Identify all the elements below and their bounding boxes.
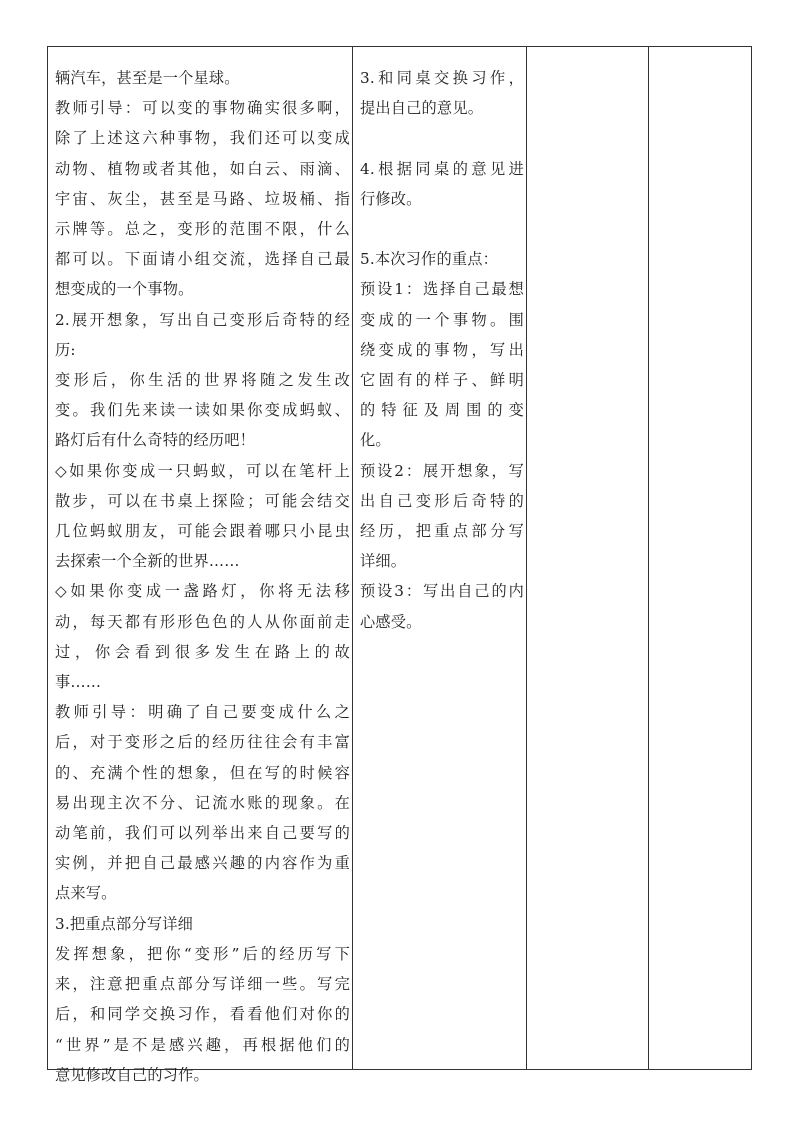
text-line: 后，对于变形之后的经历往往会有丰富	[55, 733, 350, 752]
empty-cell-3	[527, 47, 649, 1069]
text-line: 它固有的样子、鲜明	[360, 371, 524, 389]
text-line: 3.和同桌交换习作，	[360, 69, 524, 87]
text-line: 预设3：写出自己的内	[360, 582, 524, 601]
text-line: 化。	[360, 431, 391, 450]
text-line: 动笔前，我们可以列举出来自己要写的	[55, 824, 350, 843]
text-line: 实例，并把自己最感兴趣的内容作为重	[55, 854, 350, 873]
text-line: 易出现主次不分、记流水账的现象。在	[55, 793, 350, 812]
text-line: 的特征及周围的变	[360, 401, 524, 420]
text-line: 变成的一个事物。围	[360, 310, 524, 329]
text-line: 心感受。	[360, 612, 422, 631]
text-line: 过，你会看到很多发生在路上的故	[55, 642, 350, 661]
text-line: 3.把重点部分写详细	[55, 914, 193, 933]
text-line: 散步，可以在书桌上探险；可能会结交	[55, 491, 350, 510]
text-line: 变形后，你生活的世界将随之发生改	[55, 371, 350, 390]
paragraph-gap	[360, 214, 524, 244]
text-line: 绕变成的事物，写出	[360, 340, 524, 359]
text-line: 详细。	[360, 552, 407, 571]
text-line: ◇如果你变成一盏路灯，你将无法移	[55, 582, 350, 601]
teaching-process-cell	[48, 47, 353, 1084]
text-line: 辆汽车，甚至是一个星球。	[55, 69, 240, 87]
text-line: 去探索一个全新的世界……	[55, 552, 240, 571]
text-line: 除了上述这六种事物，我们还可以变成	[55, 129, 350, 148]
text-line: 行修改。	[360, 189, 422, 208]
text-line: 想变成的一个事物。	[55, 280, 194, 299]
text-line: 提出自己的意见。	[360, 99, 484, 118]
student-activity-cell	[353, 47, 527, 1069]
text-line: 意见修改自己的习作。	[55, 1065, 209, 1084]
text-line: 都可以。下面请小组交流，选择自己最	[55, 250, 350, 269]
text-line: 后，和同学交换习作，看看他们对你的	[55, 1005, 350, 1024]
text-line: 教师引导：明确了自己要变成什么之	[55, 703, 350, 722]
text-line: 教师引导：可以变的事物确实很多啊，	[55, 99, 350, 118]
paragraph-gap	[360, 123, 524, 153]
text-line: 预设2：展开想象，写	[360, 461, 524, 480]
text-line: 动，每天都有形形色色的人从你面前走	[55, 612, 350, 631]
text-line: 4.根据同桌的意见进	[360, 159, 524, 178]
text-line: 宇宙、灰尘，甚至是马路、垃圾桶、指	[55, 189, 350, 208]
text-line: 出自己变形后奇特的	[360, 491, 524, 510]
empty-cell-4	[649, 47, 753, 1069]
text-line: 的、充满个性的想象，但在写的时候容	[55, 763, 350, 782]
text-line: 发挥想象，把你“变形”后的经历写下	[55, 944, 350, 963]
teaching-process-text	[55, 63, 350, 1090]
text-line: ◇如果你变成一只蚂蚁，可以在笔杆上	[55, 461, 350, 480]
text-line: 动物、植物或者其他，如白云、雨滴、	[55, 159, 350, 178]
text-line: 5.本次习作的重点：	[360, 250, 498, 269]
text-line: 几位蚂蚁朋友，可能会跟着哪只小昆虫	[55, 522, 350, 541]
text-line: 示牌等。总之，变形的范围不限，什么	[55, 220, 350, 239]
text-line: 变。我们先来读一读如果你变成蚂蚁、	[55, 401, 350, 420]
text-line: 点来写。	[55, 884, 117, 903]
student-activity-text	[360, 63, 524, 637]
text-line: 2.展开想象，写出自己变形后奇特的经	[55, 310, 350, 329]
text-line: 来，注意把重点部分写详细一些。写完	[55, 975, 350, 994]
text-line: 经历，把重点部分写	[360, 522, 524, 541]
lesson-plan-table	[47, 46, 752, 1084]
text-line: 预设1：选择自己最想	[360, 280, 524, 299]
text-line: “世界”是不是感兴趣，再根据他们的	[55, 1035, 350, 1054]
text-line: 历:	[55, 340, 76, 359]
text-line: 路灯后有什么奇特的经历吧！	[55, 431, 256, 450]
text-line: 事……	[55, 673, 102, 692]
